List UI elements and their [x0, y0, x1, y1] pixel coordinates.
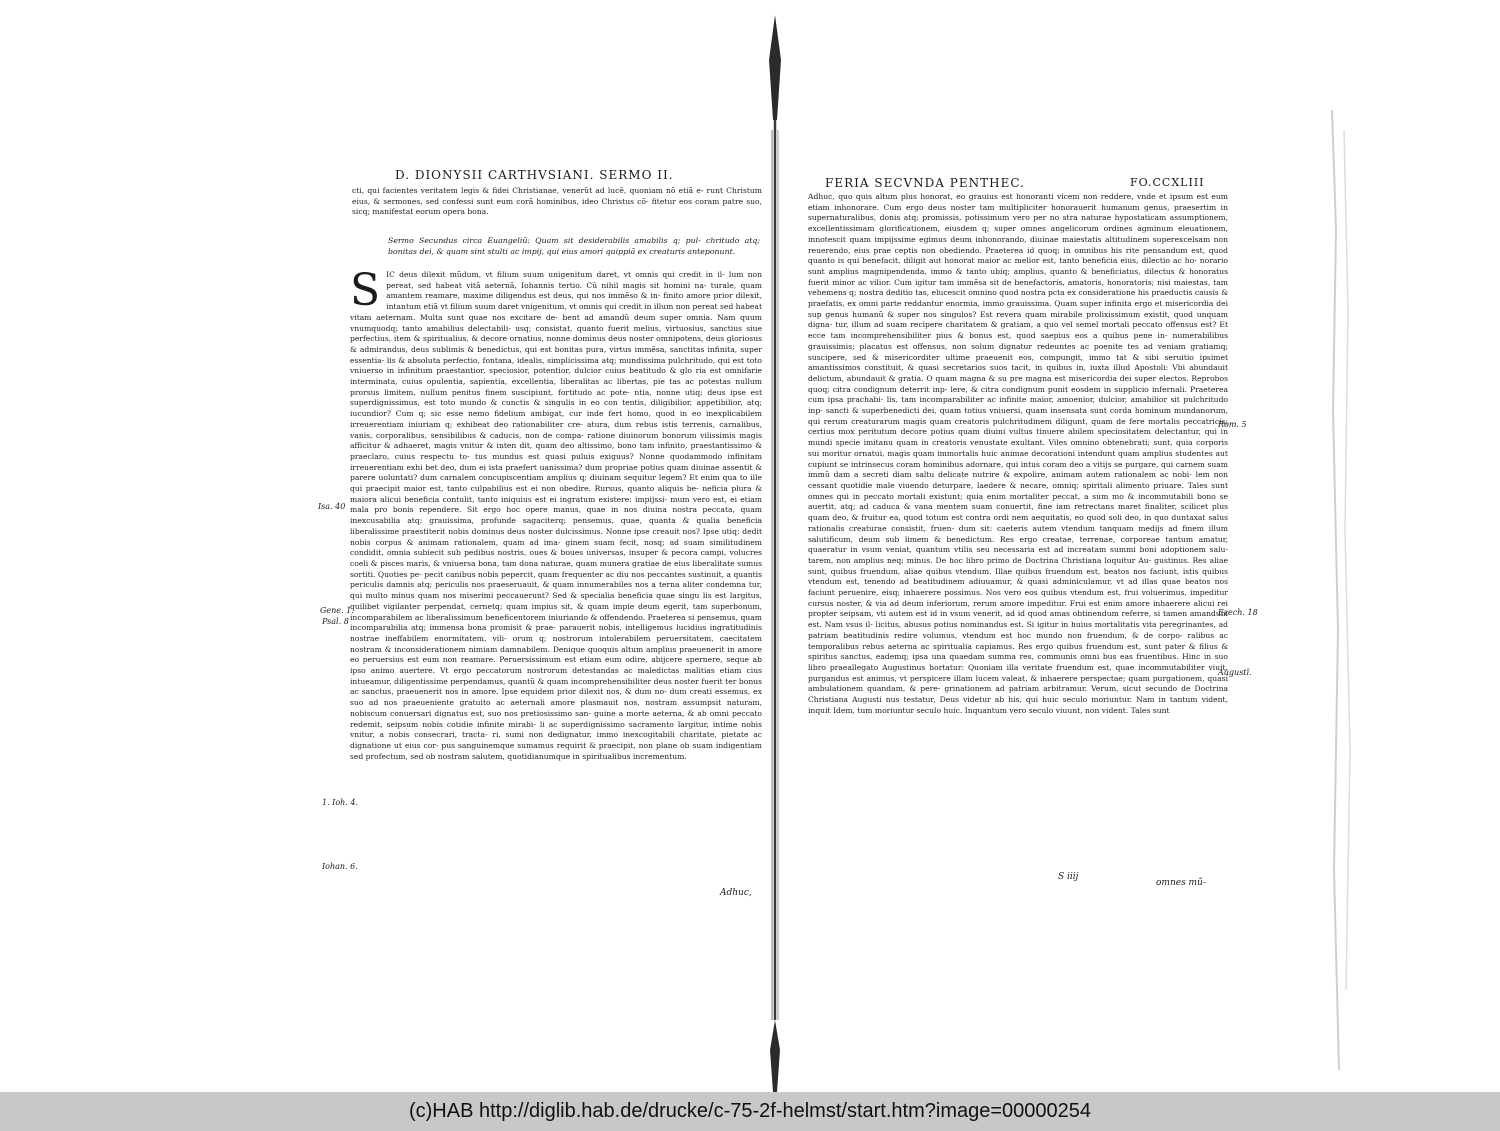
margin-note: Ezech. 18	[1218, 608, 1258, 617]
right-page	[790, 0, 1258, 1092]
source-url: (c)HAB http://diglib.hab.de/drucke/c-75-2f-helmst/start.htm?image=00000254	[408, 1100, 1092, 1122]
running-head: D. DIONYSII CARTHVSIANI. SERMO II.	[395, 168, 674, 182]
margin-note: 1. Ioh. 4.	[322, 798, 359, 807]
source-footer	[0, 1092, 1500, 1131]
margin-note: Rom. 5	[1218, 420, 1247, 429]
left-page	[300, 0, 770, 1092]
margin-note: Isa. 40	[318, 502, 346, 511]
margin-note: Augustĩ.	[1218, 668, 1252, 677]
sermon-body	[350, 265, 762, 762]
body-text: IC deus dilexit mũdum, vt filium suum unigenitum daret, vt omnis qui credit in il- lum non pereat, sed habeat vitã aeternã, Iohannis tertio. Cũ nihil magis sit homini na- turale, quam amantem reamare, maxime diligendus est deus, qui nos immẽso & in- finito amore prior dilexit, intantum etiã vt filium suum daret vnigenitum, vt omnis qui credit in illum non pereat sed habeat vitam aeternam. Multa sunt quae nos excitare de- bent ad amandũ deum super omnia. Nam quum vnumquodq; tanto amabilius delectabili- usq; consistat, quanto fuerit melius, virtuosius, sanctius siue perfectius, item & spiritualius, & decore ornatius, nonne dominus deus noster omnipotens, deus gloriosus & admirandus, deus sublimis & benedictus, qui est bonitas pura, virtus immẽsa, sanctitas infinita, super essentia- lis & absoluta perfectio, fontana, idealis, simplicissima atq; mundissima pulchritudo, qui est toto vniuerso in infinitum praestantior, speciosior, potentior, dulcior cuius beatitudo & glo ria est omnifarie interminata, cuius opulentia, sapientia, excellentia, liberalitas ac libertas, pie tas ac potestas nullum prorsus limitem, nullum penitus finem suscipiunt, fortitudo ac pote- ntia, nonne utiq; deus ipse est superdignissimus, est toto mundo & cunctis & singulis in eo con tentis, diligibilior, appetibilior, atq; iucundior? Cum q; sic esse nemo fidelium ambigat, cur inde fert homo, quod in eo inexplicabilem irreuerentiam iniuriam q; exhibeat deo rationabiliter cre- atura, dum rebus istis terrenis, carnalibus, vanis, corporalibus, sensibilibus & caducis, non de compa- ratione diuinorum bonorum vilissimis magis afficitur & adhaeret, magis vnitur & inten dit, quam deo altissimo, bono tam infinito, praestantissimo & praeclaro, cuius respectu to- tus mundus est quasi puluis exiguus? Nonne quodammodo infinitam irreuerentiam exhi bet deo, dum ei ista praefert uanissima? dum propriae potius quam diuinae assentit & parere uoluntati? dum carnalem concupiscentiam amplius q; diuinam sequitur legem? Et enim qua to ille qui praecipit maior est, tanto culpabilius est ei non obedire. Rursus, quanto aliquis be- neficia plura & maiora alicui beneficia contulit, tanto iniquius est ei ingratum existere: impijssi- mum vero est, ei etiam mala pro bonis rependere. Sit ergo hoc opere manus, quae in nos diuina nostra peccata, quam inexcusabilia atq; grauissima, profunde sagaciterq; pensemus, quae, quanta & qualia beneficia liberalissime praestiterit nobis dominus deus noster dulcissimus. Nonne ipse creauit nos? Ipse utiq; dedit nobis corpus & animam rationalem, quam ad ima- ginem suam fecit, nosq; ad suam similitudinem condidit, omnia subiecit sub pedibus nostris, oues & boues universas, insuper & pecora campi, volucres coeli & pisces maris, & vniuersa bona, tam dona naturae, quam munera gratiae de eius liberalitate sumus sortiti. Quoties pe- pecit canibus nobis pepercit, quam frequenter ac diu nos peccantes sustinuit, a quantis periculis damnis atq; periculis nos praeseruauit, & quam innumerabiles nos a terna aliter condemna tur, qui multo minus quam nos miserimi peccauerunt? Sed & specialia beneficia quae singu lis est largitus, quilibet vigilanter perpendat, cernetq; quam impius sit, & quam impie deum egerit, tam superbonum, incomparabilem ac liberalissimum beneficentorem iniuriando & offendendo. Praeterea si pensemus, quam incomparabilia atq; immensa bona promisit & prae- parauerit nobis, intelligemus lucidius ingratitudinis nostrae ineffabilem enormitatem, vili- orum q; nostrorum intolerabilem peruersitatem, caecitatem nostram & inconsiderationem nimiam damnabilem. Denique quoquis altum amplius praeuenerit in amore eo peruersius est eum non reamare. Peruersissimum est etiam eum odire, abijcere spernere, seque ab ipso animo auertere. Vt ergo peccatorum nostrorum detestandas ac maledictas malitias etiam cius intueamur, diligentissime perpendamus, quantũ & quam incomprehensibiliter deus noster fuerit ter bonus ac sanctus, praeuenerit nos in amore. Ipse equidem prior dilexit nos, & dum no- dum creati essemus, ex suo ad nos praeueniente gratuito ac aeternali amore plasmauit nos, nostram assumpsit naturam, nobiscum conuersari dignatus est, suo nos pretiosissimo san- guine a morte aeterna, & ab omni peccato redemit, seipsum nobis cotidie infinite mirabi- li ac superdignissimo sacramento largitur, intime nobis vnitur, a nobis consecrari, tracta- ri, sumi non dedignatur, immo inexcogitabili charitate, pietate ac dignatione ut eius cor- pus sanguinemque sumamus requirit & praecipit, non plane ob suam indigentiam sed profectum, sed ob nostram salutem, quotidianumque in spiritualibus incrementum.	[350, 270, 762, 761]
page-edge-shadow	[1330, 110, 1358, 1070]
catchword: omnes mũ-	[1156, 878, 1206, 888]
sermon-rubric: Sermo Secundus circa Euangeliũ: Quam sit desiderabilis amabilis q; pul- chritudo atq; bonitas dei, & quam sint stulti ac impij, qui eius amori quippiã ex creaturis anteponunt.	[388, 236, 760, 256]
folio-number: FO.CCXLIII	[1130, 176, 1205, 189]
catchword: Adhuc,	[720, 888, 752, 898]
intro-paragraph: cti, qui facientes veritatem legis & fidei Christianae, venerũt ad lucẽ, quoniam nõ etiã e- runt Christum eius, & sermones, sed confessi sunt eum corã hominibus, ideo Christus cõ- fitetur eos coram patre suo, sicq; manifestat eorum opera bona.	[352, 186, 762, 217]
margin-note: Psal. 8	[322, 617, 349, 626]
sermon-body	[808, 192, 1228, 716]
drop-cap: S	[350, 265, 381, 316]
margin-note: Iohan. 6.	[322, 862, 358, 871]
signature-mark: S iiij	[1058, 872, 1079, 882]
running-head: FERIA SECVNDA PENTHEC.	[825, 176, 1025, 190]
body-text: Adhuc, quo quis altum plus honorat, eo grauius est honoranti vicem non reddere, vnde et ipsum est eum etiam inhonorare. Cum ergo deus noster tam multipliciter honorauerit humanum genus, praesertim in supernaturalibus, donis atq; promissis, potissimum vero per no stra naturae hypostaticam assumptionem, excellentissimam glorificationem, eiusdem q; super omnes angelicorum ordines agminum eleuationem, innotescit quam impijssime egimus deum inhonorando, diuinae maiestatis altitudinem superexcelsam non reuerendo, eius prae ceptis non obediendo. Praeterea id quoq; in omnibus his rite pensandum est, quod quanto is qui benefacit, diligit aut honorat maior ac melior est, tanto beneficia eius, dilectio ac ho- norario sunt amplius magnipendenda, immo & tanto ubiq; amplius, quanto & beneficiatus, dilectus & honoratus fuerit minor ac vilior. Cum igitur tam immẽsa sit de benefactoris, amatoris, honoratoris; nisi maiestas, tam vehemens q; nostra deditio tas, elucescit omnino quod nostra pcta ex consideratione his praeductis causis & praefatis, ex omni parte reddantur enormia, immo grauissima. Quam super infinita ergo et misericordia dei sup genus humanũ & super nos singulos? Est revera quam mirabile prolixissimum existit, quod unquam digna- tur, illum ad suam recipere charitatem & gratiam, a quo vel semel mortali peccato offensus est? Et ecce tam incomprehensibiliter pius & bonus est, quod saepius eos a quibus pene in- numerabilibus grauissimis; placatus est offensus, non solum dignatur redeuntes ac poenite tes ad veniam gratiamq; suscipere, sed & misericorditer ultime praeuenit eos, compungit, immo tat & sibi seruitio ipsimet amantissimos constituit, & quasi secretarios suos tacit, in quibus in, iuxta illud Apostoli: Vbi abundauit delictum, abundauit & gratia. O quam magna & su pre magna est misericordia dei super electos. Reprobos quoq; citra condignum deterrit inp- lere, & citra condignum punit eosdem in supplicio infernali. Praeterea cum ipsa prachabi- lis, tam incomparabiliter ac infinite maior, amoenior, dulcior, amabilior sit pulchritudo inp- sancti & superbenedicti dei, quam totius vniuersi, quam insensata sunt corda hominum mundanorum, qui rerum creaturarum magis quam creatoris pulchritudinem diligunt, quam de fere mortalis peccatricis; certius mox peritutum decore potius quam diuini vultus tinuere abilem speciositatem delectantur, qui in mundi specie imitanu quam in creatoris venustate exultant. Viles omnino obtenebrati; sunt, quia corporis sui moritur ornatui, magis quam immortalis huic animae decorationi intendunt quam amplius studentes aut cupiunt se intrinsecus coram hominibus adornare, qui intus coram deo a vitijs se purgare, qui carnem suam immũ dam a secreti diam saltu delicate nutrire & expolire, animam autem rationalem ac nobi- lem non cessant quotidie male viuendo deturpare, laedere & necare, omniq; spiritali alimento priuare. Tales sunt omnes qui in peccato mortali existunt; quia enim mortaliter peccat, a sum mo & incommutabili bono se auertit, atq; ad caduca & vana mentem suam conuertit, fine iam retrectans maret finaliter, scilicet plus quam deo, & fruitur ea, quod totum est contra ordi nem aequitatis, eo quod soli deo, in quo duntaxat salus rationalis creaturae consistit, fruen- dum sit: caeteris autem vtendum tanquam medijs ad finem illum salutificum, deum sub limem & benedictum. Res ergo creatae, terrenae, corporeae tantum amatur, quaeratur in vsum veniat, quantum vtilis seu necessaria est ad increatam summi boni adoptionem salu- tarem, non amplius neq; minus. De hoc libro primo de Doctrina Christiana loquitur Au- gustinus. Res aliae sunt, quibus fruendum, aliae quibus vtendum. Illae quibus fruendum est, beatos nos faciunt, istis quibus vtendum est, tenendo ad beatitudinem adiuuamur, & quasi adminiculamur, vt ad illas quae beatos nos faciunt peruenire, eisq; inhaerere possimus. Nos vero eos quibus vtendum est, frui voluerimus, impeditur cursus noster, & via ad deum inferiorum, rerum amore impeditur. Frui est enim amore inhaerere alicui rei propter seipsam, vti autem est id in vsum venerit, ad id quod amas obtinendum referre, si tamen amandum est. Nam vsus il- licitus, abusus potius nominandus est. Si igitur in huius mortalitatis vita peregrinantes, ad patriam beatitudinis redire volumus, vtendum est hoc mundo non fruendum, & de corpo- ralibus ac temporalibus rebus aeterna ac spiritualia capiamus. Res ergo quibus fruendum est, sunt pater & filius & spiritus sanctus, eademq; ipsa una quaedam summa res, communis omni bus eas fruentibus. Hinc in suo libro praeallegato Augustinus hortatur: Quoniam illa veritate fruendum est, quae incommutabiliter viuit, purgandus est animus, vt perspicere illam lucem valeat, & inhaerere perspectae; quam purgationem, quasi ambulationem quandam, & pere- grinationem ad patriam arbitramur. Verum, sicut secundo de Doctrina Christiana Augusti nus testatur, Deus videtur ab his, qui huic seculo moriuntur. Nam in tantum vident, inquit Idem, tum moriuntur seculo huic. Inquantum vero seculo viuunt, non vident. Tales sunt	[808, 192, 1228, 715]
book-spine	[764, 0, 786, 1092]
margin-note: Gene. 1.	[320, 606, 354, 615]
